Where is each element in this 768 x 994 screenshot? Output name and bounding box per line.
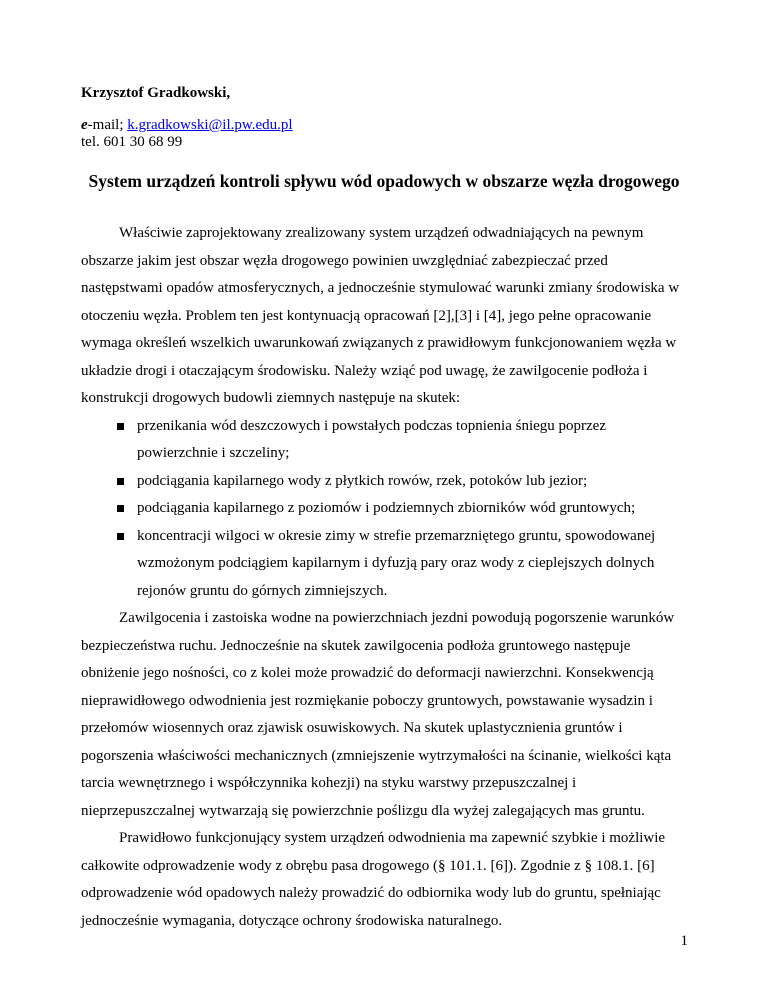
page-number: 1	[680, 933, 688, 949]
paragraph-consequences: Zawilgocenia i zastoiska wodne na powierzchniach jezdni powodują pogorszenie warunków bezpieczeństwa ruchu. Jednocześnie na skutek zawilgocenia podłoża gruntowego następuje obniżenie jego nośności, co z kolei może prowadzić do deformacji nawierzchni. Konsekwencją nieprawidłowego odwodnienia jest rozmiękanie poboczy gruntowych, powstawanie wysadzin i przełomów wiosennych oraz zjawisk osuwiskowych. Na skutek uplastycznienia gruntów i pogorszenia właściwości mechanicznych (zmniejszenie wytrzymałości na ścinanie, wielkości kąta tarcia wewnętrznego i współczynnika kohezji) na styku warstwy przepuszczalnej i nieprzepuszczalnej wytwarzają się powierzchnie poślizgu dla wyżej zalegających mas gruntu.	[81, 610, 675, 819]
list-item	[81, 468, 687, 496]
square-bullet-icon	[117, 423, 124, 430]
contact-block	[81, 117, 293, 151]
email-prefix: e	[81, 117, 88, 133]
email-line	[81, 117, 293, 134]
list-item	[81, 413, 687, 468]
list-item	[81, 523, 687, 606]
square-bullet-icon	[117, 505, 124, 512]
list-item	[81, 495, 687, 523]
body-text	[81, 220, 687, 935]
list-item-text: koncentracji wilgoci w okresie zimy w strefie przemarzniętego gruntu, spowodowanej wzmożonym podciągiem kapilarnym i dyfuzją pary oraz wody z cieplejszych dolnych rejonów gruntu do górnych zimniejszych.	[137, 527, 656, 599]
phone-line: tel. 601 30 68 99	[81, 134, 183, 150]
list-item-text: przenikania wód deszczowych i powstałych podczas topnienia śniegu poprzez powierzchnie i szczeliny;	[137, 417, 606, 461]
paragraph-system: Prawidłowo funkcjonujący system urządzeń odwodnienia ma zapewnić szybkie i możliwie całkowite odprowadzenie wody z obrębu pasa drogowego (§ 101.1. [6]). Zgodnie z § 108.1. [6] odprowadzenie wód opadowych należy prowadzić do odbiornika wody lub do gruntu, spełniając jednocześnie wymagania, dotyczące ochrony środowiska naturalnego.	[81, 830, 666, 929]
square-bullet-icon	[117, 533, 124, 540]
email-label: -mail;	[87, 117, 128, 133]
list-item-text: podciągania kapilarnego z poziomów i podziemnych zbiorników wód gruntowych;	[137, 500, 636, 516]
email-link[interactable]: k.gradkowski@il.pw.edu.pl	[127, 117, 293, 133]
square-bullet-icon	[117, 478, 124, 485]
author-name: Krzysztof Gradkowski,	[81, 85, 231, 101]
bullet-list	[81, 413, 687, 606]
document-title: System urządzeń kontroli spływu wód opadowych w obszarze węzła drogowego	[88, 171, 680, 191]
paragraph-intro: Właściwie zaprojektowany zrealizowany system urządzeń odwadniających na pewnym obszarze jakim jest obszar węzła drogowego powinien uwzględniać zabezpieczać przed następstwami opadów atmosferycznych, a jednocześnie stymulować warunki zmiany środowiska w otoczeniu węzła. Problem ten jest kontynuacją opracowań [2],[3] i [4], jego pełne opracowanie wymaga określeń wszelkich uwarunkowań związanych z prawidłowym funkcjonowaniem węzła w układzie drogi i otaczającym środowisku. Należy wziąć pod uwagę, że zawilgocenie podłoża i konstrukcji drogowych budowli ziemnych następuje na skutek:	[81, 225, 680, 406]
list-item-text: podciągania kapilarnego wody z płytkich rowów, rzek, potoków lub jezior;	[137, 472, 588, 489]
